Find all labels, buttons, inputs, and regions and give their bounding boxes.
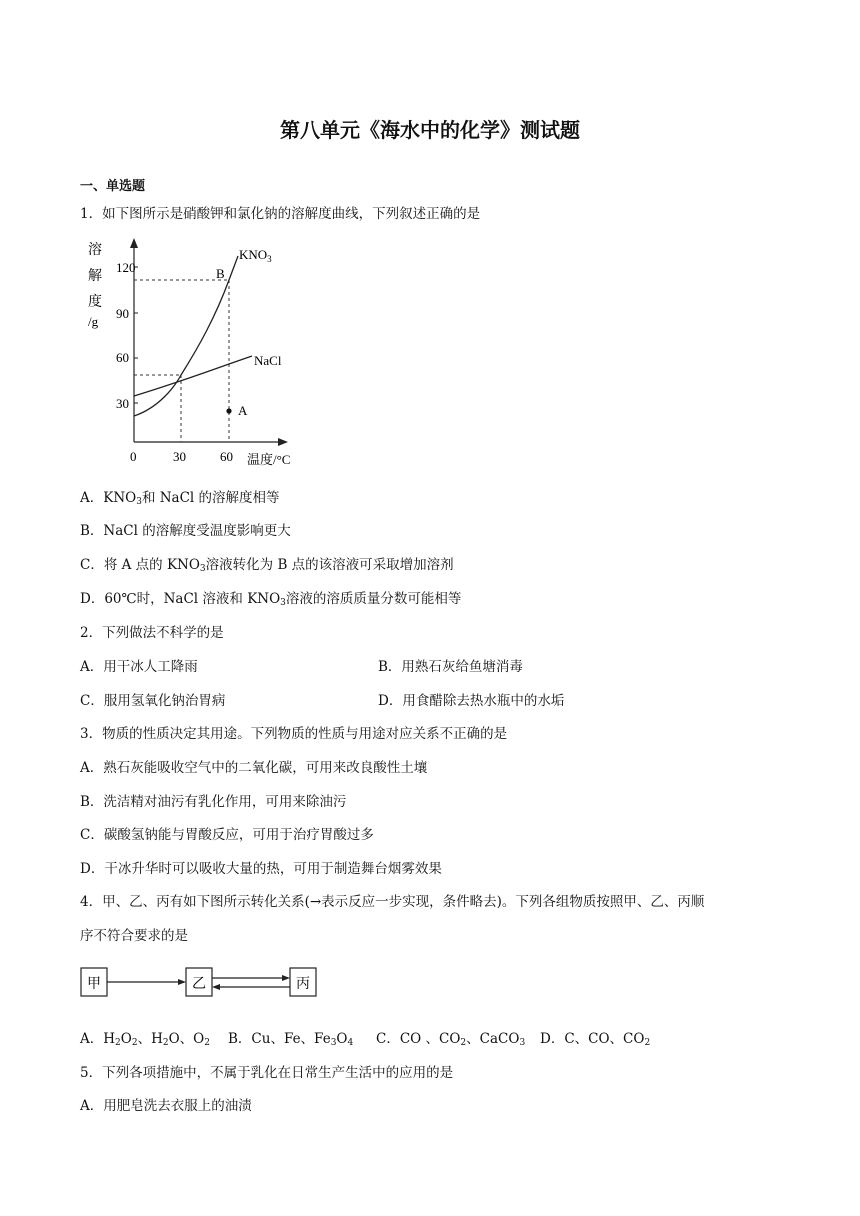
q3-option-a: A．熟石灰能吸收空气中的二氧化碳，可用来改良酸性土壤 (80, 760, 428, 776)
y-tick-label: 30 (116, 396, 129, 411)
y-tick-label: 120 (116, 260, 136, 275)
q2-option-d: D．用食醋除去热水瓶中的水垢 (378, 693, 565, 709)
q5-option-a: A．用肥皂洗去衣服上的油渍 (80, 1098, 252, 1114)
transformation-diagram (80, 965, 325, 1001)
box-yi-label: 乙 (192, 977, 206, 992)
x-axis-label: 温度/°C (247, 452, 291, 467)
ylabel-char: 度 (88, 295, 102, 310)
section-heading: 一、单选题 (80, 179, 146, 194)
nacl-curve (134, 356, 252, 396)
q4-stem-line1: 4．甲、乙、丙有如下图所示转化关系(→表示反应一步实现，条件略去)。下列各组物质按照甲、乙、丙顺 (80, 894, 705, 910)
box-bing-label: 丙 (296, 977, 310, 992)
q5-stem: 5．下列各项措施中，不属于乳化在日常生产生活中的应用的是 (80, 1065, 454, 1081)
q4-option-c: C．CO 、$CO_2$、CaCO$_3$ (376, 1031, 526, 1048)
q2-stem: 2．下列做法不科学的是 (80, 625, 224, 641)
q4-option-a: A．$H_2O_2$、$H_2O$、$O_2$ (80, 1031, 210, 1048)
q1-option-c: C．将 A 点的 $KNO_3$溶液转化为 B 点的该溶液可采取增加溶剂 (80, 557, 454, 574)
y-axis-arrow (130, 238, 138, 248)
point-a-dot (226, 408, 231, 413)
ylabel-char: 解 (88, 269, 102, 284)
y-tick-label: 90 (116, 306, 129, 321)
point-a-label: A (238, 403, 248, 418)
q1-option-d: D．60℃时，NaCl 溶液和 $KNO_3$溶液的溶质质量分数可能相等 (80, 591, 462, 608)
ylabel-char: /g (88, 314, 99, 329)
point-b-label: B (216, 266, 225, 281)
q2-option-c: C．服用氢氧化钠治胃病 (80, 693, 226, 709)
x-axis-arrow (278, 438, 288, 446)
x-tick-label: 0 (130, 449, 137, 464)
y-tick-label: 60 (116, 350, 129, 365)
q4-option-b: B．Cu、Fe、$Fe_3O_4$ (228, 1031, 354, 1048)
q1-option-b: B．NaCl 的溶解度受温度影响更大 (80, 523, 291, 539)
q4-option-d: D．C、CO、$CO_2$ (540, 1031, 651, 1048)
q3-stem: 3．物质的性质决定其用途。下列物质的性质与用途对应关系不正确的是 (80, 726, 508, 742)
q3-option-c: C．碳酸氢钠能与胃酸反应，可用于治疗胃酸过多 (80, 827, 374, 843)
q1-option-a: A．$KNO_3$和 NaCl 的溶解度相等 (80, 490, 280, 507)
x-tick-label: 30 (173, 449, 186, 464)
x-tick-label: 60 (220, 449, 233, 464)
q2-option-b: B．用熟石灰给鱼塘消毒 (378, 659, 523, 675)
q2-option-a: A．用干冰人工降雨 (80, 659, 198, 675)
ylabel-char: 溶 (88, 243, 102, 258)
nacl-label: NaCl (254, 353, 282, 368)
page-title: 第八单元《海水中的化学》测试题 (280, 118, 580, 142)
kno3-label: $KNO_3$ (239, 247, 272, 264)
solubility-chart (80, 228, 320, 473)
q4-stem-line2: 序不符合要求的是 (80, 928, 188, 944)
q3-option-b: B．洗洁精对油污有乳化作用，可用来除油污 (80, 794, 347, 810)
q3-option-d: D．干冰升华时可以吸收大量的热，可用于制造舞台烟雾效果 (80, 861, 442, 877)
box-jia-label: 甲 (87, 977, 101, 992)
q1-stem: 1．如下图所示是硝酸钾和氯化钠的溶解度曲线，下列叙述正确的是 (80, 206, 481, 222)
